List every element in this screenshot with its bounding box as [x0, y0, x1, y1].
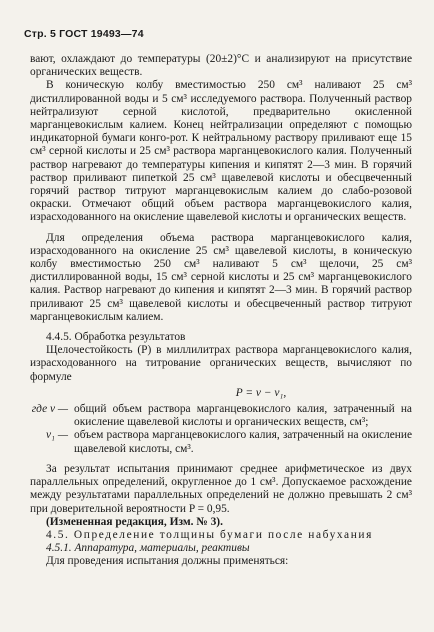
page-content	[30, 53, 412, 569]
section-heading-45: 4.5. Определение толщины бумаги после набухания	[46, 528, 373, 541]
page-header: Стр. 5 ГОСТ 19493—74	[24, 28, 144, 40]
section-heading-445: 4.4.5. Обработка результатов	[46, 331, 186, 344]
definition-v1	[30, 429, 412, 455]
paragraph-continuation: вают, охлаждают до температуры (20±2)°С и анализируют на присутствие органических веществ.	[30, 53, 412, 79]
definition-symbol: v₁ —	[46, 429, 68, 442]
paragraph-blank-determination: Для определения объема раствора марганцевокислого калия, израсходованного на окисление 25 см³ щавелевой кислоты, в коническую колбу вместимостью 250 см³ наливают 5 см³ щелочи, 25 см³ дистиллированной воды, 15 см³ серной кислоты и 25 см³ марганцевокислого калия. Раствор нагревают до кипения и кипятят 2—3 мин. В горячий раствор приливают 25 см³ щавелевой кислоты и обесцвеченный раствор титруют марганцевокислым калием.	[30, 231, 412, 323]
definition-v	[30, 403, 412, 429]
formula: P = v − v₁,	[235, 386, 287, 399]
edition-note: (Измененная редакция, Изм. № 3).	[46, 515, 223, 528]
section-heading-451: 4.5.1. Аппаратура, материалы, реактивы	[46, 542, 250, 555]
definition-text: общий объем раствора марганцевокислого калия, затраченный на окисление щавелевой кислоты и органических веществ, см³;	[74, 403, 412, 429]
paragraph-alkalinity: Щелочестойкость (P) в миллилитрах раствора марганцевокислого калия, израсходованного на титрование органических веществ, вычисляют по формуле	[30, 344, 412, 383]
paragraph-result: За результат испытания принимают среднее арифметическое из двух параллельных определений, округленное до 1 см³. Допускаемое расхождение между результатами параллельных определений не должно превышать 2 см³ при доверительной вероятности P = 0,95.	[30, 462, 412, 515]
definition-symbol: где v —	[31, 403, 68, 416]
paragraph-final: Для проведения испытания должны применяться:	[46, 555, 289, 568]
paragraph-procedure: В коническую колбу вместимостью 250 см³ наливают 25 см³ дистиллированной воды и 5 см³ исследуемого раствора. Полученный раствор нейтрализуют серной кислотой, предварительно окисленной марганцевокислым калием. Конец нейтрализации определяют с помощью индикаторной бумаги конго-рот. К нейтральному раствору приливают еще 15 см³ серной кислоты и 25 см³ раствора марганцевокислого калия. Полученный раствор нагревают до температуры кипения и кипятят 2—3 мин. В горячий раствор приливают пипеткой 25 см³ щавелевой кислоты и обесцвеченный горячий раствор титруют марганцевокислым калием до слабо-розовой окраски. Отмечают общий объем раствора марганцевокислого калия, израсходованного на окисление щавелевой кислоты и органических веществ.	[30, 79, 412, 224]
definition-text: объем раствора марганцевокислого калия, затраченный на окисление щавелевой кислоты, см³.	[74, 429, 412, 455]
